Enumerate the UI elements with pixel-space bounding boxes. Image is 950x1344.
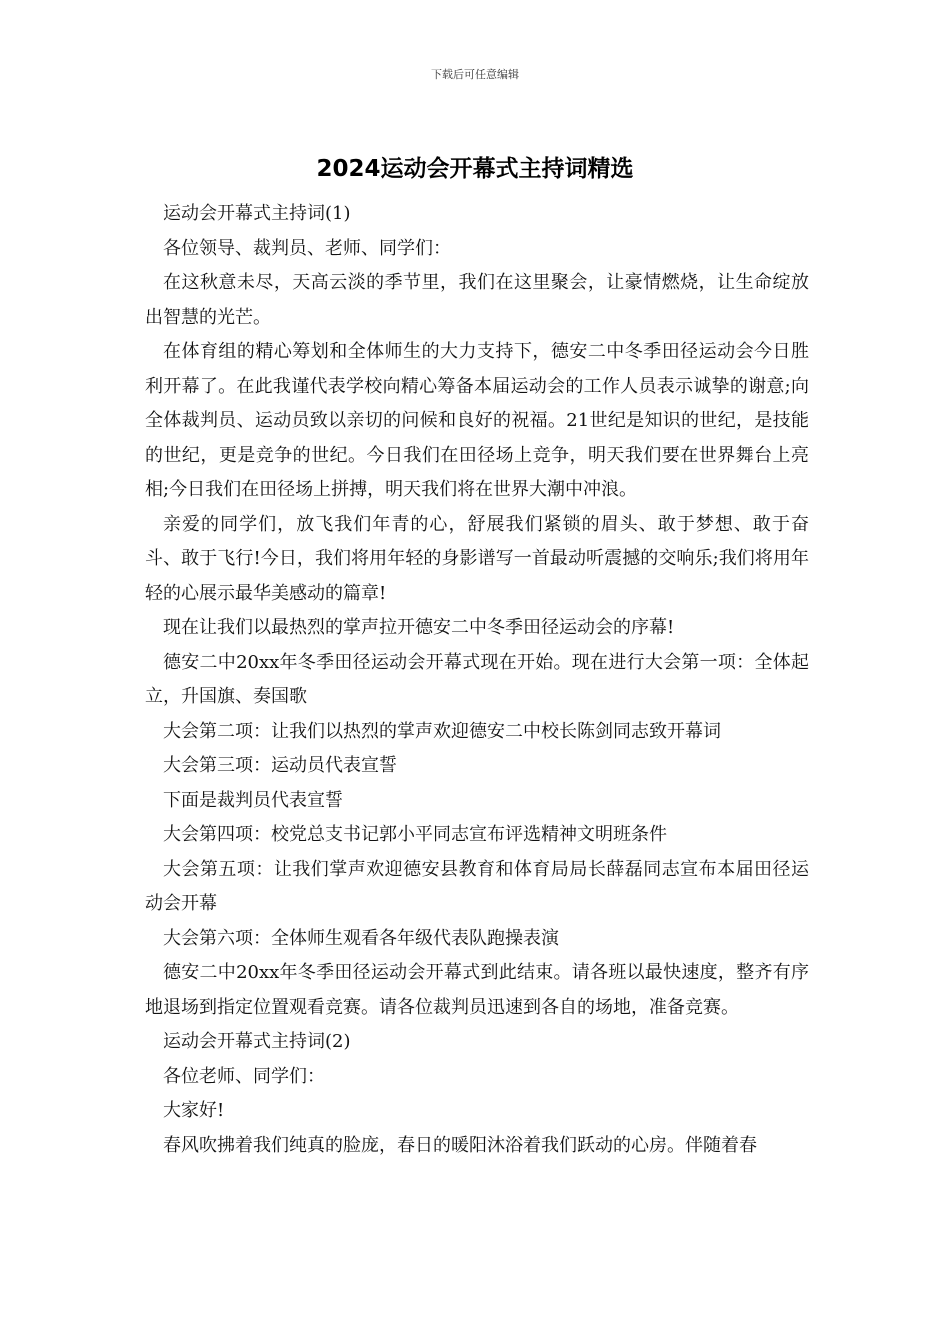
document-title: 2024运动会开幕式主持词精选 [316,156,634,182]
paragraph: 亲爱的同学们，放飞我们年青的心，舒展我们紧锁的眉头、敢于梦想、敢于奋斗、敢于飞行!今日，我们将用年轻的身影谱写一首最动听震撼的交响乐;我们将用年轻的心展示最华美感动的篇章! [145,513,809,604]
paragraph: 在这秋意未尽，天高云淡的季节里，我们在这里聚会，让豪情燃烧，让生命绽放出智慧的光芒。 [145,272,809,328]
paragraph: 德安二中20xx年冬季田径运动会开幕式现在开始。现在进行大会第一项：全体起立，升国旗、奏国歌 [145,651,809,707]
paragraph: 下面是裁判员代表宣誓 [163,789,343,811]
paragraph: 大会第五项：让我们掌声欢迎德安县教育和体育局局长薛磊同志宣布本届田径运动会开幕 [145,858,809,914]
paragraph: 大会第六项：全体师生观看各年级代表队跑操表演 [163,927,559,949]
paragraph: 运动会开幕式主持词(2) [163,1031,351,1052]
document-body [145,197,809,1163]
header-note: 下载后可任意编辑 [431,68,519,81]
paragraph: 大家好! [163,1100,225,1121]
paragraph: 大会第二项：让我们以热烈的掌声欢迎德安二中校长陈剑同志致开幕词 [163,720,721,742]
paragraph: 在体育组的精心筹划和全体师生的大力支持下，德安二中冬季田径运动会今日胜利开幕了。在此我谨代表学校向精心筹备本届运动会的工作人员表示诚挚的谢意;向全体裁判员、运动员致以亲切的问候和良好的祝福。21世纪是知识的世纪，是技能的世纪，更是竞争的世纪。今日我们在田径场上竞争，明天我们要在世界舞台上亮相;今日我们在田径场上拼搏，明天我们将在世界大潮中冲浪。 [145,341,809,500]
paragraph: 运动会开幕式主持词(1) [163,203,351,224]
paragraph: 现在让我们以最热烈的掌声拉开德安二中冬季田径运动会的序幕! [163,617,675,638]
paragraph: 春风吹拂着我们纯真的脸庞，春日的暖阳沐浴着我们跃动的心房。伴随着春 [163,1134,757,1156]
paragraph: 各位老师、同学们： [163,1065,325,1087]
paragraph: 大会第三项：运动员代表宣誓 [163,755,397,776]
paragraph: 各位领导、裁判员、老师、同学们： [163,237,451,259]
paragraph: 德安二中20xx年冬季田径运动会开幕式到此结束。请各班以最快速度，整齐有序地退场到指定位置观看竞赛。请各位裁判员迅速到各自的场地，准备竞赛。 [145,962,809,1018]
paragraph: 大会第四项：校党总支书记郭小平同志宣布评选精神文明班条件 [163,824,667,845]
